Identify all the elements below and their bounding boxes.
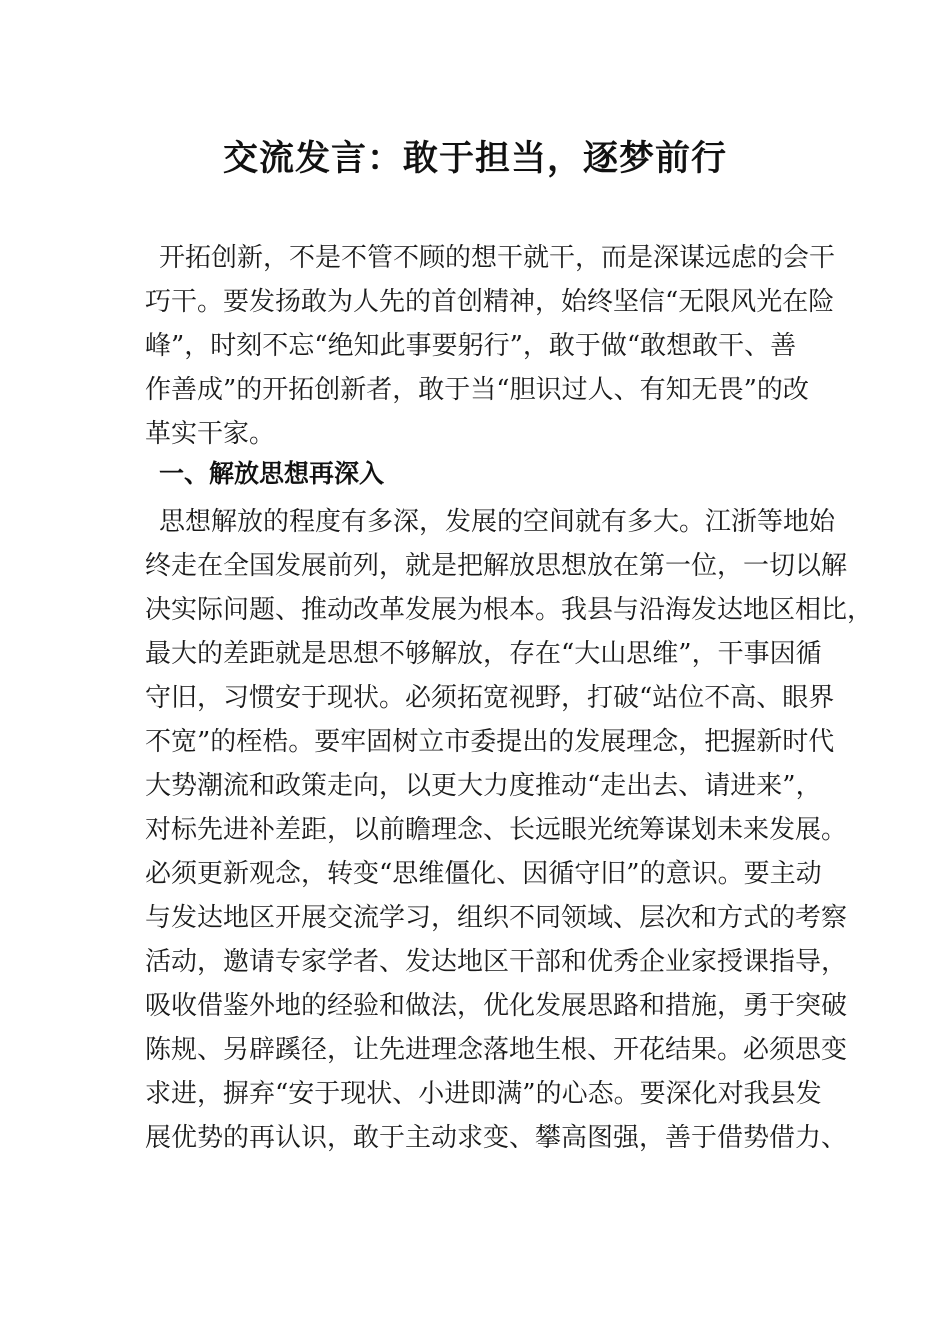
paragraph-line: 峰”，时刻不忘“绝知此事要躬行”，敢于做“敢想敢干、善 xyxy=(145,331,797,361)
paragraph-line: 作善成”的开拓创新者，敢于当“胆识过人、有知无畏”的改 xyxy=(145,375,809,405)
paragraph-line: 不宽”的桎梏。要牢固树立市委提出的发展理念，把握新时代 xyxy=(145,727,835,757)
paragraph-line: 吸收借鉴外地的经验和做法，优化发展思路和措施，勇于突破 xyxy=(145,991,848,1021)
paragraph-line: 开拓创新，不是不管不顾的想干就干，而是深谋远虑的会干 xyxy=(159,243,836,273)
paragraph-line: 革实干家。 xyxy=(145,419,276,449)
paragraph-line: 最大的差距就是思想不够解放，存在“大山思维”，干事因循 xyxy=(145,639,822,669)
paragraph-line: 必须更新观念，转变“思维僵化、因循守旧”的意识。要主动 xyxy=(145,859,822,889)
paragraph-line: 终走在全国发展前列，就是把解放思想放在第一位，一切以解 xyxy=(145,551,848,581)
paragraph-line: 展优势的再认识，敢于主动求变、攀高图强，善于借势借力、 xyxy=(145,1123,848,1153)
paragraph-line: 陈规、另辟蹊径，让先进理念落地生根、开花结果。必须思变 xyxy=(145,1035,848,1065)
paragraph-line: 思想解放的程度有多深，发展的空间就有多大。江浙等地始 xyxy=(159,507,836,537)
paragraph-line: 求进，摒弃“安于现状、小进即满”的心态。要深化对我县发 xyxy=(145,1079,822,1109)
paragraph-line: 大势潮流和政策走向，以更大力度推动“走出去、请进来”， xyxy=(145,771,822,801)
paragraph-line: 守旧，习惯安于现状。必须拓宽视野，打破“站位不高、眼界 xyxy=(145,683,835,713)
paragraph-line: 与发达地区开展交流学习，组织不同领域、层次和方式的考察 xyxy=(145,903,848,933)
document-title: 交流发言：敢于担当，逐梦前行 xyxy=(222,138,727,179)
paragraph-line: 对标先进补差距，以前瞻理念、长远眼光统筹谋划未来发展。 xyxy=(145,815,848,845)
paragraph-line: 决实际问题、推动改革发展为根本。我县与沿海发达地区相比， xyxy=(145,595,874,625)
section-heading: 一、解放思想再深入 xyxy=(159,459,385,488)
paragraph-line: 活动，邀请专家学者、发达地区干部和优秀企业家授课指导， xyxy=(145,947,848,977)
paragraph-line: 巧干。要发扬敢为人先的首创精神，始终坚信“无限风光在险 xyxy=(145,287,835,317)
